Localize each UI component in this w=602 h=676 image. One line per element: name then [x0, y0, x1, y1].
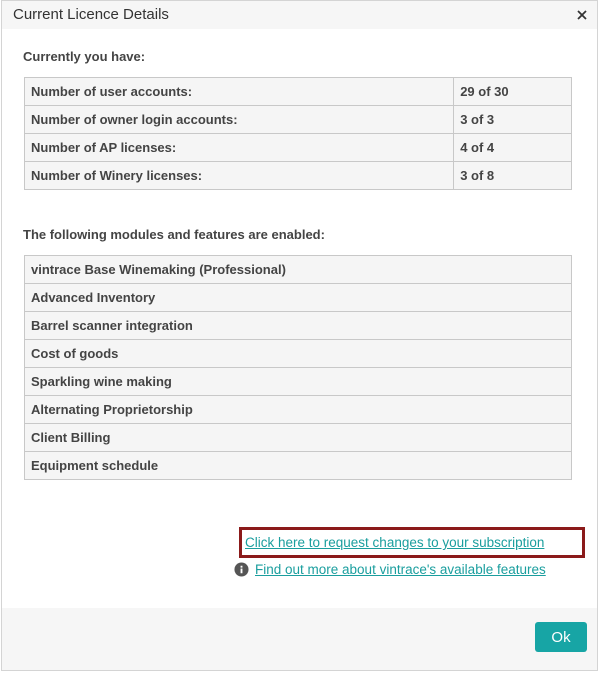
licence-value: 4 of 4: [454, 134, 572, 162]
find-out-more-row: [234, 562, 546, 577]
licence-dialog: [1, 0, 598, 671]
licence-row: [25, 162, 572, 190]
module-name: Alternating Proprietorship: [25, 396, 572, 424]
module-row: [25, 452, 572, 480]
module-name: Advanced Inventory: [25, 284, 572, 312]
module-row: [25, 396, 572, 424]
licence-row: [25, 78, 572, 106]
licence-table: [24, 77, 572, 190]
modules-heading: The following modules and features are enabled:: [23, 227, 325, 242]
module-name: Cost of goods: [25, 340, 572, 368]
module-name: vintrace Base Winemaking (Professional): [25, 256, 572, 284]
dialog-title: Current Licence Details: [13, 6, 169, 23]
module-name: Barrel scanner integration: [25, 312, 572, 340]
module-row: [25, 256, 572, 284]
request-changes-link[interactable]: Click here to request changes to your subscription: [245, 535, 545, 550]
module-row: [25, 312, 572, 340]
licence-heading: Currently you have:: [23, 49, 146, 64]
modules-table: [24, 255, 572, 480]
find-out-more-link[interactable]: Find out more about vintrace's available features: [255, 562, 546, 577]
licence-row: [25, 106, 572, 134]
module-row: [25, 284, 572, 312]
licence-label: Number of AP licenses:: [25, 134, 454, 162]
licence-label: Number of Winery licenses:: [25, 162, 454, 190]
module-name: Client Billing: [25, 424, 572, 452]
info-icon: [234, 562, 249, 577]
licence-label: Number of owner login accounts:: [25, 106, 454, 134]
licence-value: 3 of 8: [454, 162, 572, 190]
close-icon[interactable]: [575, 8, 589, 22]
licence-value: 29 of 30: [454, 78, 572, 106]
module-row: [25, 368, 572, 396]
ok-button[interactable]: Ok: [535, 622, 587, 652]
module-row: [25, 424, 572, 452]
title-bar: [2, 1, 597, 29]
licence-row: [25, 134, 572, 162]
module-row: [25, 340, 572, 368]
licence-label: Number of user accounts:: [25, 78, 454, 106]
module-name: Sparkling wine making: [25, 368, 572, 396]
module-name: Equipment schedule: [25, 452, 572, 480]
dialog-footer: [2, 608, 597, 670]
licence-value: 3 of 3: [454, 106, 572, 134]
dialog-content: [2, 29, 597, 608]
